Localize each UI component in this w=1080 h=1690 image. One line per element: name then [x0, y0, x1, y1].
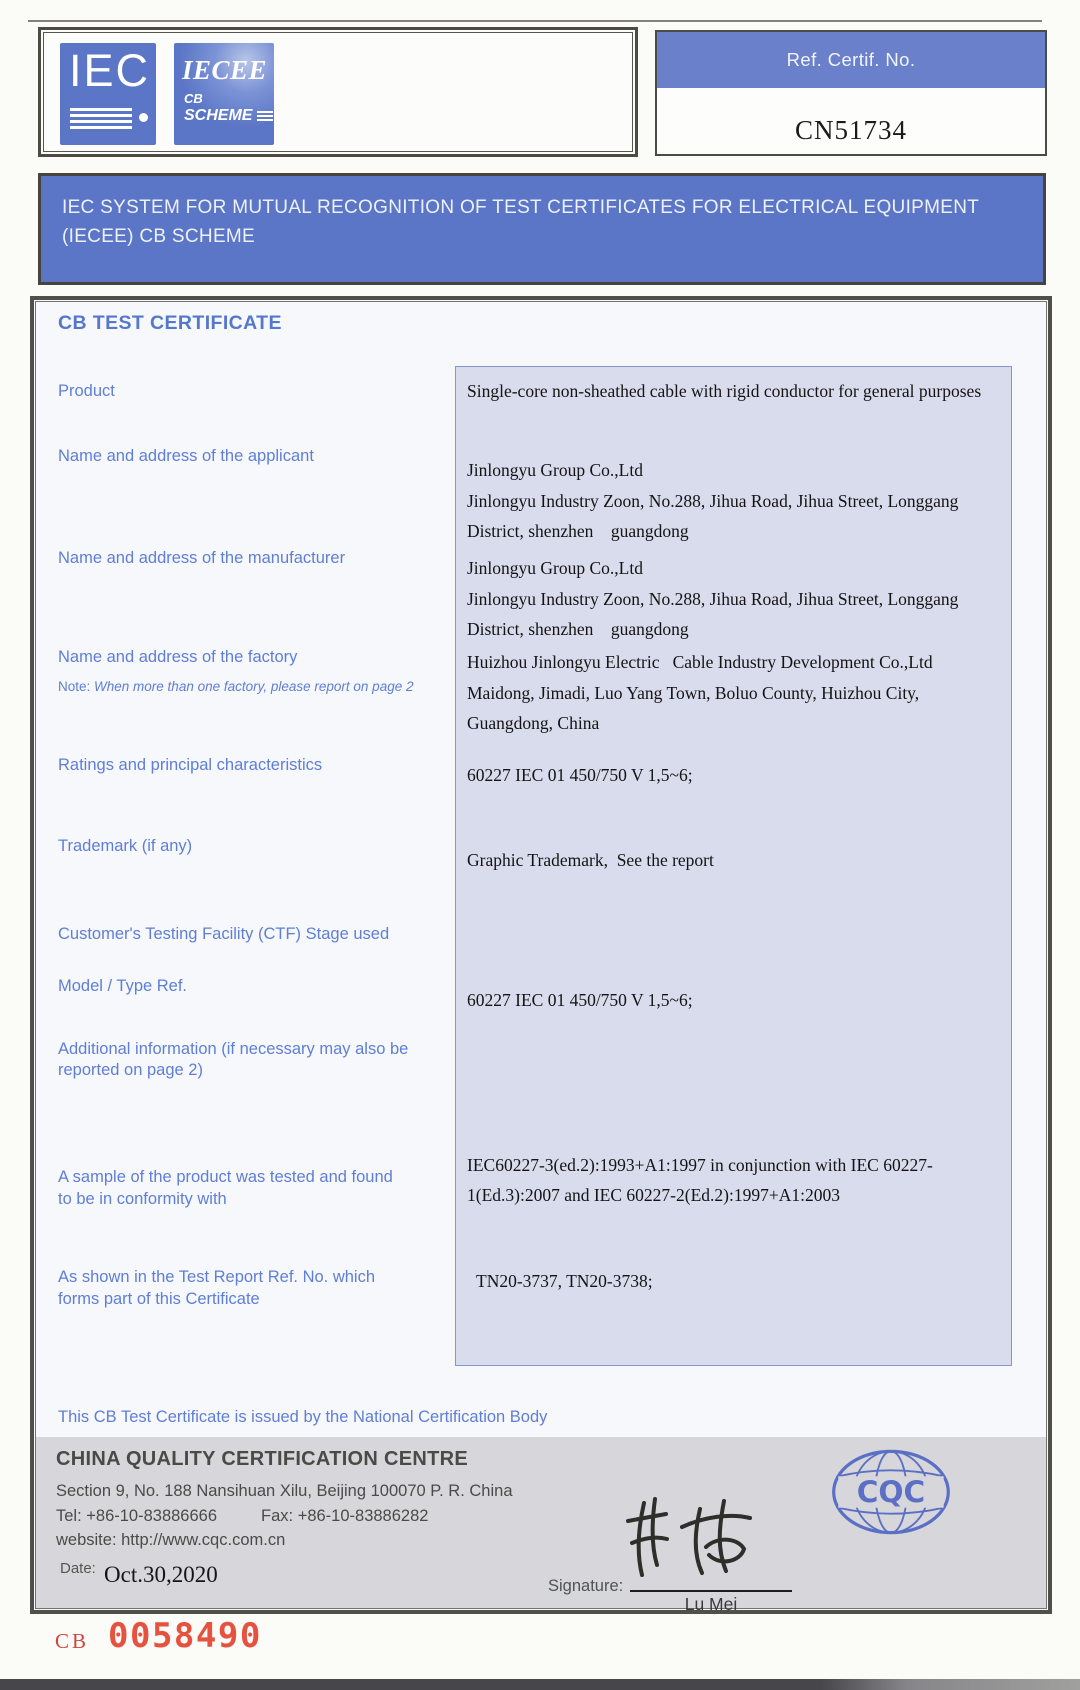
scan-bottom-edge — [0, 1679, 1080, 1690]
iecee-logo-cb: CB — [184, 91, 203, 106]
date-label: Date: — [60, 1560, 96, 1577]
label-test-report: As shown in the Test Report Ref. No. which forms part of this Certificate — [58, 1268, 376, 1308]
ref-certif-box — [655, 30, 1047, 156]
stamp-cb-prefix: CB — [55, 1629, 90, 1653]
iecee-logo-wordmark: IECEE — [182, 55, 268, 85]
value-ratings: 60227 IEC 01 450/750 V 1,5~6; — [467, 765, 693, 785]
label-additional-info: Additional information (if necessary may also be reported on page 2) — [58, 1040, 409, 1079]
iec-logo-dot — [139, 113, 148, 122]
date-value: Oct.30,2020 — [104, 1562, 218, 1587]
issuer-fax: Fax: +86-10-83886282 — [261, 1507, 429, 1525]
iec-logo-text: IEC — [69, 45, 151, 96]
label-conformity: A sample of the product was tested and found to be in conformity with — [58, 1168, 393, 1208]
certificate-title: CB TEST CERTIFICATE — [58, 312, 282, 334]
label-manufacturer: Name and address of the manufacturer — [58, 549, 346, 567]
factory-note-prefix: Note: — [58, 679, 95, 694]
cqc-logo-text: CQC — [856, 1475, 926, 1510]
value-factory-name: Huizhou Jinlongyu Electric Cable Industry Development Co.,Ltd — [467, 652, 933, 672]
label-ctf-stage: Customer's Testing Facility (CTF) Stage used — [58, 925, 390, 943]
issuer-address: Section 9, No. 188 Nansihuan Xilu, Beijing 100070 P. R. China — [56, 1482, 513, 1500]
label-factory-note — [58, 679, 448, 694]
value-trademark: Graphic Trademark, See the report — [467, 850, 714, 870]
value-manufacturer-address: Jinlongyu Industry Zoon, No.288, Jihua Road, Jihua Street, Longgang District, shenzhen guangdong — [467, 589, 963, 639]
issuer-website: website: http://www.cqc.com.cn — [56, 1531, 286, 1549]
signature-line — [630, 1590, 792, 1592]
iecee-logo-scheme-lines — [257, 109, 273, 123]
signatory-name: Lu Mei — [684, 1594, 738, 1614]
iecee-cb-scheme-logo — [174, 43, 274, 145]
signature-label: Signature: — [548, 1577, 624, 1595]
logo-box — [38, 27, 638, 157]
issuer-statement: This CB Test Certificate is issued by the National Certification Body — [58, 1408, 548, 1426]
issuer-tel: Tel: +86-10-83886666 — [56, 1507, 218, 1525]
value-applicant-name: Jinlongyu Group Co.,Ltd — [467, 460, 643, 480]
label-product: Product — [58, 382, 115, 400]
scheme-banner-text: IEC SYSTEM FOR MUTUAL RECOGNITION OF TEST CERTIFICATES FOR ELECTRICAL EQUIPMENT (IECEE) CB SCHEME — [62, 197, 979, 247]
handwritten-signature — [612, 1487, 798, 1589]
label-trademark: Trademark (if any) — [58, 837, 193, 855]
value-model-type-ref: 60227 IEC 01 450/750 V 1,5~6; — [467, 990, 693, 1010]
logo-box-inner — [43, 32, 633, 152]
value-conformity-standards: IEC60227-3(ed.2):1993+A1:1997 in conjunction with IEC 60227-1(Ed.3):2007 and IEC 60227-2(Ed.2):1997+A1:2003 — [467, 1155, 933, 1205]
iec-logo-lines — [70, 108, 148, 132]
value-product: Single-core non-sheathed cable with rigid conductor for general purposes — [467, 381, 982, 401]
iecee-logo-scheme — [174, 106, 274, 125]
iecee-logo-scheme-text: SCHEME — [184, 107, 253, 124]
ref-certif-number: CN51734 — [794, 115, 907, 145]
cqc-logo — [830, 1447, 952, 1537]
value-factory-address: Maidong, Jimadi, Luo Yang Town, Boluo County, Huizhou City, Guangdong, China — [467, 683, 924, 733]
issuer-tel-fax — [56, 1507, 472, 1526]
value-applicant-address: Jinlongyu Industry Zoon, No.288, Jihua Road, Jihua Street, Longgang District, shenzhen guangdong — [467, 491, 963, 541]
value-test-report-numbers: TN20-3737, TN20-3738; — [476, 1271, 653, 1291]
stamp-serial-number: 0058490 — [108, 1616, 262, 1656]
label-model-type-ref: Model / Type Ref. — [58, 977, 188, 995]
scan-edge-line — [28, 20, 1042, 22]
iec-logo — [60, 43, 156, 145]
ref-certif-label: Ref. Certif. No. — [657, 32, 1045, 88]
issuer-organization-name: CHINA QUALITY CERTIFICATION CENTRE — [56, 1448, 469, 1470]
label-factory: Name and address of the factory — [58, 648, 298, 666]
label-applicant: Name and address of the applicant — [58, 447, 314, 465]
scheme-banner — [38, 173, 1046, 285]
factory-note-text: When more than one factory, please report on page 2 — [94, 679, 414, 694]
label-ratings: Ratings and principal characteristics — [58, 756, 323, 774]
value-manufacturer-name: Jinlongyu Group Co.,Ltd — [467, 558, 643, 578]
